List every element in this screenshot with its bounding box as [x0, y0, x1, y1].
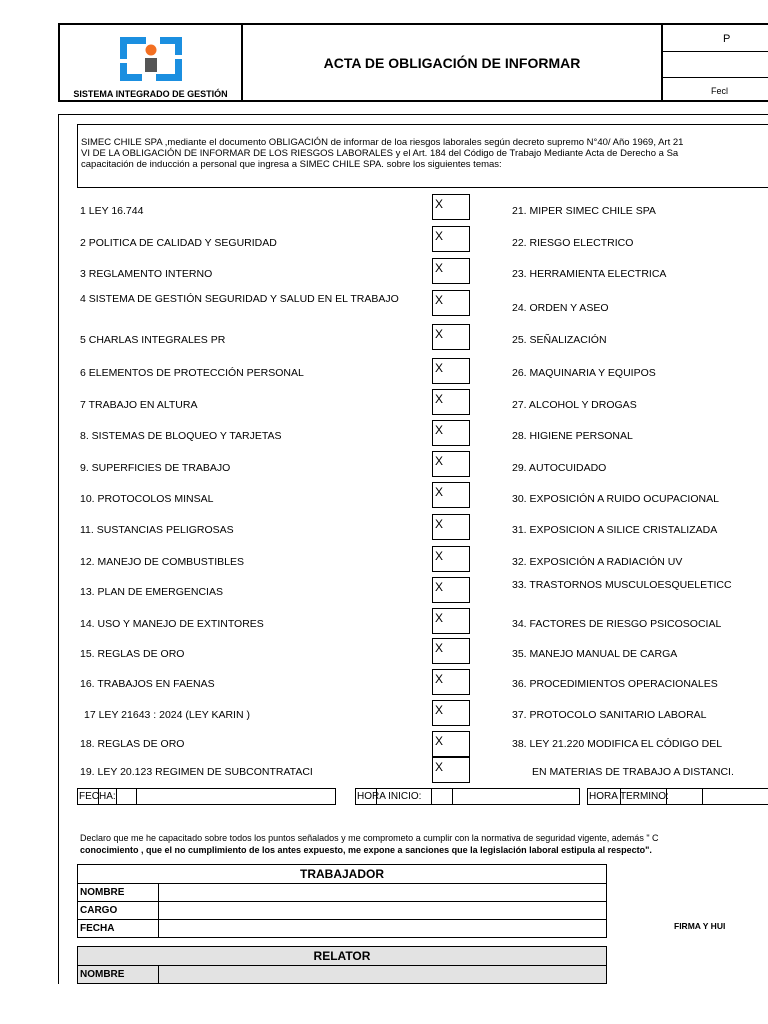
topic-checkbox-8[interactable]: X [432, 420, 470, 446]
fecha-field[interactable] [77, 788, 336, 805]
topic-right-33: 33. TRASTORNOS MUSCULOESQUELETICC [512, 579, 732, 591]
hora-inicio-field[interactable] [355, 788, 580, 805]
header-meta-top: P [723, 33, 731, 45]
topic-right-39: EN MATERIAS DE TRABAJO A DISTANCI. [532, 766, 734, 778]
topic-left-15: 15. REGLAS DE ORO [80, 648, 185, 660]
topic-left-12: 12. MANEJO DE COMBUSTIBLES [80, 556, 244, 568]
topic-left-3: 3 REGLAMENTO INTERNO [80, 268, 213, 280]
table-row [78, 884, 607, 902]
topic-right-25: 25. SEÑALIZACIÓN [512, 334, 607, 346]
topic-left-5: 5 CHARLAS INTEGRALES PR [80, 334, 226, 346]
relator-nombre-field[interactable] [159, 966, 607, 984]
topic-checkbox-1[interactable]: X [432, 194, 470, 220]
table-row [78, 966, 607, 984]
topic-checkbox-14[interactable]: X [432, 608, 470, 634]
table-row [78, 902, 607, 920]
topic-left-14: 14. USO Y MANEJO DE EXTINTORES [80, 618, 264, 630]
topic-right-23: 23. HERRAMIENTA ELECTRICA [512, 268, 667, 280]
topic-left-18: 18. REGLAS DE ORO [80, 738, 185, 750]
topic-left-9: 9. SUPERFICIES DE TRABAJO [80, 462, 231, 474]
trabajador-nombre-label: NOMBRE [78, 884, 159, 902]
trabajador-cargo-label: CARGO [78, 902, 159, 920]
topic-right-31: 31. EXPOSICION A SILICE CRISTALIZADA [512, 524, 718, 536]
topic-left-7: 7 TRABAJO EN ALTURA [80, 399, 198, 411]
topic-left-11: 11. SUSTANCIAS PELIGROSAS [80, 524, 234, 536]
trabajador-fecha-label: FECHA [78, 920, 159, 938]
hora-termino-label: HORA TERMINO: [589, 791, 669, 802]
topic-left-1: 1 LEY 16.744 [80, 205, 144, 217]
org-name: SISTEMA INTEGRADO DE GESTIÓN [73, 89, 228, 99]
topic-checkbox-19[interactable]: X [432, 757, 470, 783]
company-logo-icon [116, 33, 186, 85]
topic-checkbox-15[interactable]: X [432, 638, 470, 664]
topic-right-27: 27. ALCOHOL Y DROGAS [512, 399, 637, 411]
relator-table [77, 946, 607, 984]
topic-left-19: 19. LEY 20.123 REGIMEN DE SUBCONTRATACI [80, 766, 313, 778]
topic-left-17: 17 LEY 21643 : 2024 (LEY KARIN ) [84, 709, 250, 721]
table-row [78, 920, 607, 938]
topic-left-8: 8. SISTEMAS DE BLOQUEO Y TARJETAS [80, 430, 282, 442]
logo-cell [60, 25, 243, 100]
topic-checkbox-17[interactable]: X [432, 700, 470, 726]
topic-checkbox-2[interactable]: X [432, 226, 470, 252]
topic-right-24: 24. ORDEN Y ASEO [512, 302, 609, 314]
document-header [58, 23, 768, 102]
topic-right-30: 30. EXPOSICIÓN A RUIDO OCUPACIONAL [512, 493, 719, 505]
topic-right-34: 34. FACTORES DE RIESGO PSICOSOCIAL [512, 618, 722, 630]
topic-checkbox-11[interactable]: X [432, 514, 470, 540]
declaration-line-2: conocimiento , que el no cumplimiento de los antes expuesto, me expone a sanciones que la legislación laboral estipula al respecto". [80, 845, 652, 855]
topic-right-32: 32. EXPOSICIÓN A RADIACIÓN UV [512, 556, 683, 568]
topic-left-2: 2 POLITICA DE CALIDAD Y SEGURIDAD [80, 237, 277, 249]
topic-checkbox-4[interactable]: X [432, 290, 470, 316]
topic-left-16: 16. TRABAJOS EN FAENAS [80, 678, 215, 690]
topic-right-38: 38. LEY 21.220 MODIFICA EL CÓDIGO DEL [512, 738, 723, 750]
fecha-label: FECHA: [79, 791, 116, 802]
topic-checkbox-9[interactable]: X [432, 451, 470, 477]
trabajador-fecha-field[interactable] [159, 920, 607, 938]
topic-checkbox-13[interactable]: X [432, 577, 470, 603]
declaration-line-1: Declaro que me he capacitado sobre todos los puntos señalados y me comprometo a cumplir con la normativa de seguridad vigente, además " C [80, 833, 659, 843]
trabajador-title: TRABAJADOR [78, 865, 607, 884]
trabajador-cargo-field[interactable] [159, 902, 607, 920]
header-meta-bottom: Fecl [711, 86, 729, 96]
trabajador-nombre-field[interactable] [159, 884, 607, 902]
topic-left-6: 6 ELEMENTOS DE PROTECCIÓN PERSONAL [80, 367, 304, 379]
declaration-text [80, 832, 768, 856]
topic-right-36: 36. PROCEDIMIENTOS OPERACIONALES [512, 678, 718, 690]
topic-checkbox-6[interactable]: X [432, 358, 470, 384]
relator-nombre-label: NOMBRE [78, 966, 159, 984]
intro-line-1: SIMEC CHILE SPA ,mediante el documento OBLIGACIÓN de informar de loa riesgos laborales según decreto supremo N°40/ Año 1969, Art 21 [81, 137, 684, 148]
topic-checkbox-5[interactable]: X [432, 324, 470, 350]
topic-checkbox-12[interactable]: X [432, 546, 470, 572]
topic-checkbox-7[interactable]: X [432, 389, 470, 415]
hora-inicio-label: HORA INICIO: [357, 791, 422, 802]
relator-title: RELATOR [78, 947, 607, 966]
topic-checkbox-18[interactable]: X [432, 731, 470, 757]
topic-right-35: 35. MANEJO MANUAL DE CARGA [512, 648, 678, 660]
topic-right-37: 37. PROTOCOLO SANITARIO LABORAL [512, 709, 707, 721]
page-title: ACTA DE OBLIGACIÓN DE INFORMAR [243, 25, 663, 100]
topic-left-13: 13. PLAN DE EMERGENCIAS [80, 586, 223, 598]
header-meta [663, 25, 768, 100]
topic-right-28: 28. HIGIENE PERSONAL [512, 430, 633, 442]
topic-left-10: 10. PROTOCOLOS MINSAL [80, 493, 214, 505]
topic-left-4: 4 SISTEMA DE GESTIÓN SEGURIDAD Y SALUD EN EL TRABAJO [80, 293, 399, 305]
topic-checkbox-10[interactable]: X [432, 482, 470, 508]
firma-label: FIRMA Y HUI [674, 921, 726, 931]
topic-checkbox-3[interactable]: X [432, 258, 470, 284]
trabajador-table [77, 864, 607, 938]
hora-termino-field[interactable] [587, 788, 768, 805]
topic-right-22: 22. RIESGO ELECTRICO [512, 237, 634, 249]
topic-checkbox-16[interactable]: X [432, 669, 470, 695]
topic-right-21: 21. MIPER SIMEC CHILE SPA [512, 205, 656, 217]
intro-text [77, 124, 768, 188]
intro-line-2: VI DE LA OBLIGACIÓN DE INFORMAR DE LOS RIESGOS LABORALES y el Art. 184 del Código de Trabajo Mediante Acta de Derecho a Sa [81, 148, 679, 159]
intro-line-3: capacitación de inducción a personal que ingresa a SIMEC CHILE SPA. sobre los siguientes temas: [81, 159, 502, 170]
topic-right-26: 26. MAQUINARIA Y EQUIPOS [512, 367, 656, 379]
topic-right-29: 29. AUTOCUIDADO [512, 462, 607, 474]
